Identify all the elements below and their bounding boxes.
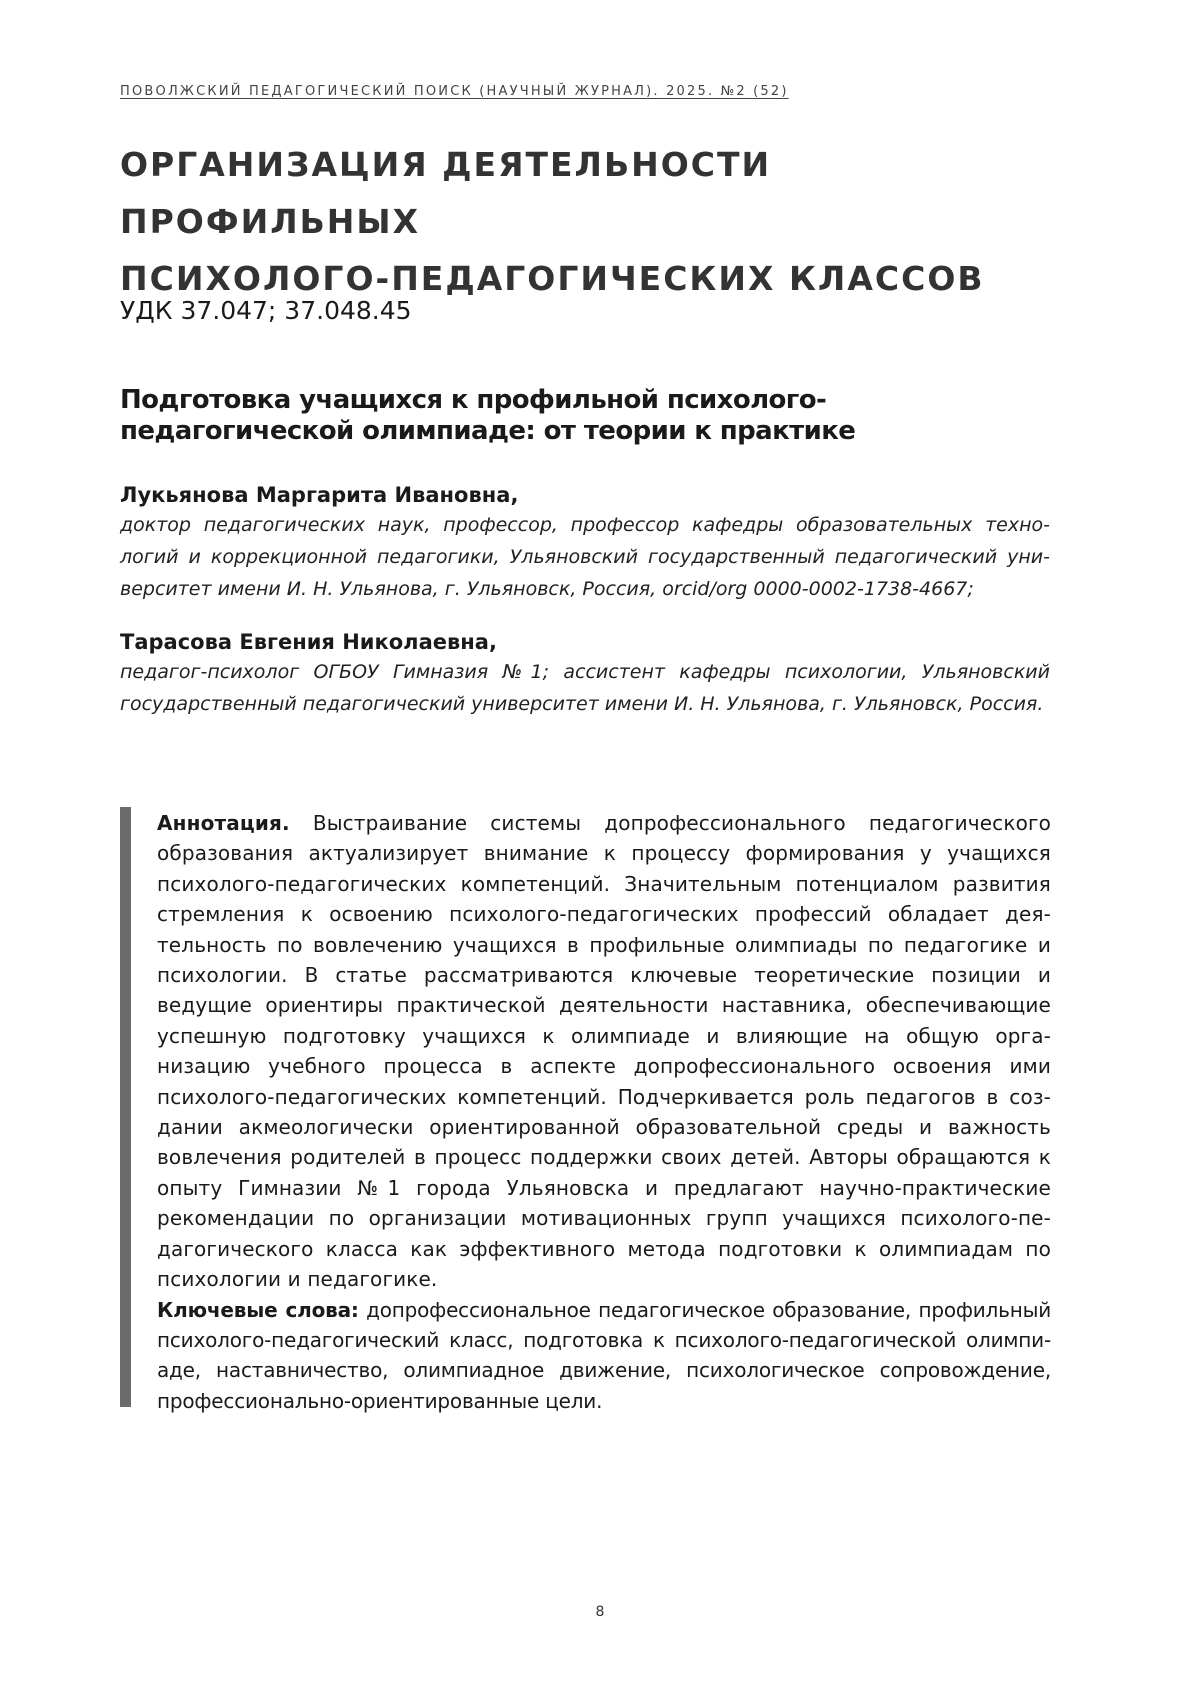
abstract-text: Выстраивание системы допрофессионального педагогического образования актуализирует внимание к процессу формирования у учащихся психолого-педагогических компетенций. Значительным потенциалом развития стремления к освоению психолого-педагогических профессий обладает дея-тельность по вовлечению учащихся в профильные олимпиады по педагогике и психологии. В статье рассматриваются ключевые теоретические позиции и ведущие ориентиры практической деятельности наставника, обеспечивающие успешную подготовку учащихся к олимпиаде и влияющие на общую орга-низацию учебного процесса в аспекте допрофессионального освоения ими психолого-педагогических компетенций. Подчеркивается роль педагогов в соз-дании акмеологически ориентированной образовательной среды и важность вовлечения родителей в процесс поддержки своих детей. Авторы обращаются к опыту Гимназии №1 города Ульяновска и предлагают научно-практические рекомендации по организации мотивационных групп учащихся психолого-пе-дагогического класса как эффективного метода подготовки к олимпиадам по психологии и педагогике.: [157, 811, 1051, 1292]
keywords-paragraph: [157, 1295, 1051, 1417]
author-name: Лукьянова Маргарита Ивановна,: [120, 483, 519, 507]
abstract-paragraph: [157, 808, 1051, 1295]
author-block: [120, 481, 1050, 605]
author-block: [120, 628, 1050, 720]
author-name: Тарасова Евгения Николаевна,: [120, 630, 497, 654]
section-title: [120, 136, 1050, 307]
keywords-label: Ключевые слова:: [157, 1297, 359, 1322]
udk-code: УДК 37.047; 37.048.45: [120, 296, 412, 325]
author-affiliation: педагог-психолог ОГБОУ Гимназия №1; ассистент кафедры психологии, Ульяновский государственный педагогический университет имени И. Н. Ульянова, г. Ульяновск, Россия.: [120, 661, 1050, 715]
journal-running-head: ПОВОЛЖСКИЙ ПЕДАГОГИЧЕСКИЙ ПОИСК (НАУЧНЫЙ ЖУРНАЛ). 2025. №2 (52): [120, 84, 789, 99]
author-affiliation: доктор педагогических наук, профессор, профессор кафедры образовательных техно-логий и коррекционной педагогики, Ульяновский государственный педагогический уни-верситет имени И. Н. Ульянова, г. Ульяновск, Россия, orcid/org 0000-0002-1738-4667;: [120, 514, 1050, 600]
abstract-box: [120, 807, 1051, 1413]
article-title: Подготовка учащихся к профильной психолого-педагогической олимпиаде: от теории к практике: [120, 385, 856, 446]
section-title-line-1: ОРГАНИЗАЦИЯ ДЕЯТЕЛЬНОСТИ ПРОФИЛЬНЫХ: [120, 145, 772, 241]
keywords-text: допрофессиональное педагогическое образование, профильный психолого-педагогический класс, подготовка к психолого-педагогической олимпи-аде, наставничество, олимпиадное движение, психологическое сопровождение, профессионально-ориентированные цели.: [157, 1297, 1051, 1413]
page-number: 8: [595, 1604, 605, 1620]
abstract-label: Аннотация.: [157, 811, 290, 835]
abstract-side-bar: [120, 807, 131, 1407]
abstract-content: [157, 808, 1051, 1416]
section-title-line-2: ПСИХОЛОГО-ПЕДАГОГИЧЕСКИХ КЛАССОВ: [120, 259, 985, 298]
